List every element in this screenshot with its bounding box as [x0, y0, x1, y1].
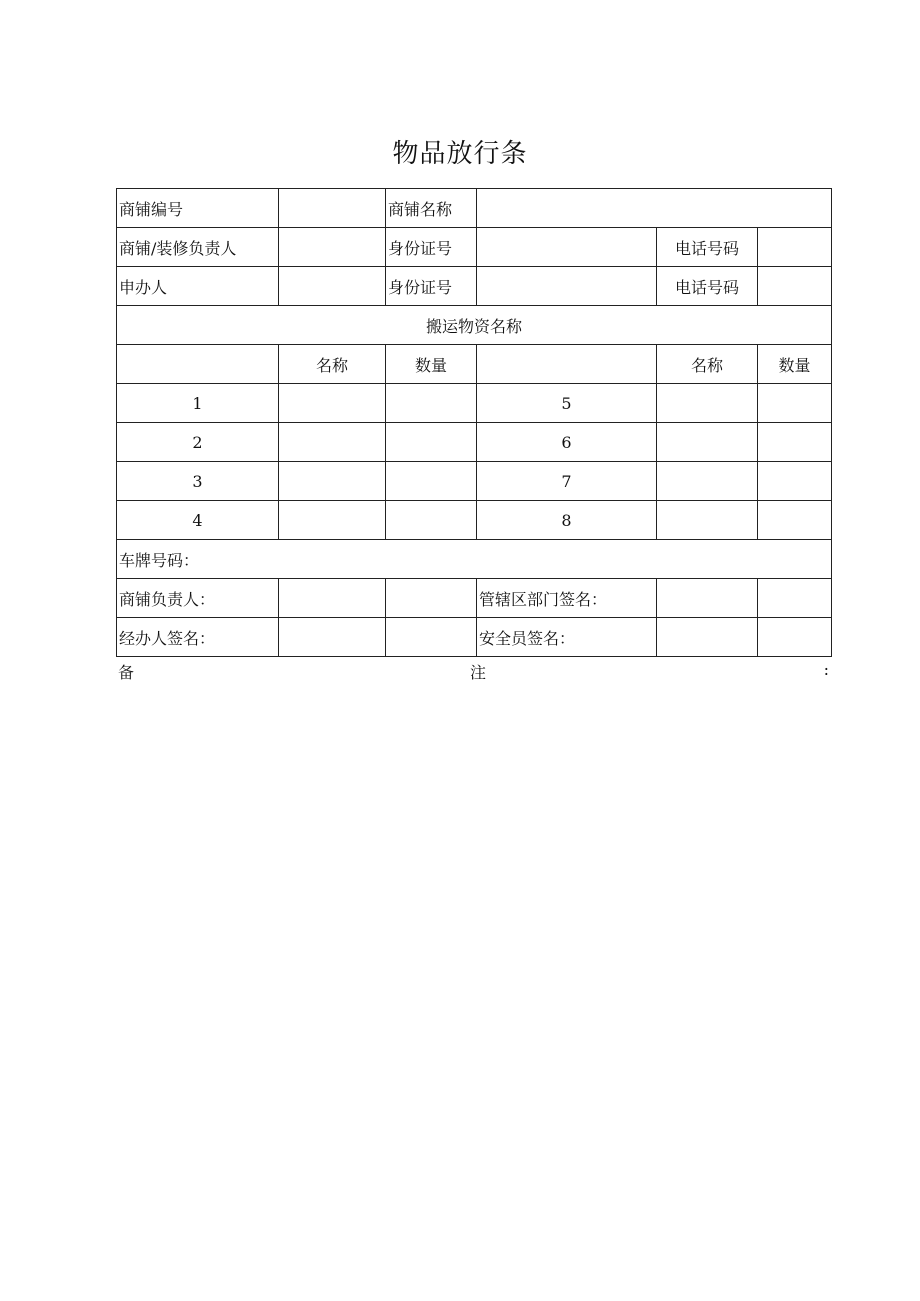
col-name-left: 名称	[279, 345, 386, 384]
applicant-id-label: 身份证号	[386, 267, 477, 306]
manager-id-label: 身份证号	[386, 228, 477, 267]
applicant-row	[117, 267, 832, 306]
goods-row	[117, 501, 832, 540]
item-qty-field[interactable]	[758, 423, 832, 462]
shop-name-field[interactable]	[477, 189, 832, 228]
plate-row	[117, 540, 832, 579]
safety-sign-label: 安全员签名：	[477, 618, 657, 657]
blank-header-cell	[117, 345, 279, 384]
shop-manager-sign-label: 商铺负责人：	[117, 579, 279, 618]
item-number: 7	[477, 462, 657, 501]
applicant-phone-field[interactable]	[758, 267, 832, 306]
manager-id-field[interactable]	[477, 228, 657, 267]
item-number: 5	[477, 384, 657, 423]
manager-field[interactable]	[279, 228, 386, 267]
shop-no-field[interactable]	[279, 189, 386, 228]
safety-sign-field[interactable]	[657, 618, 758, 657]
sign-row-2	[117, 618, 832, 657]
applicant-label: 申办人	[117, 267, 279, 306]
item-qty-field[interactable]	[386, 501, 477, 540]
item-name-field[interactable]	[657, 501, 758, 540]
shop-info-row	[117, 189, 832, 228]
item-number: 3	[117, 462, 279, 501]
item-qty-field[interactable]	[386, 384, 477, 423]
manager-row	[117, 228, 832, 267]
manager-phone-field[interactable]	[758, 228, 832, 267]
applicant-id-field[interactable]	[477, 267, 657, 306]
col-name-right: 名称	[657, 345, 758, 384]
remark-char-1: 备	[118, 663, 135, 682]
item-qty-field[interactable]	[386, 423, 477, 462]
shop-manager-sign-field[interactable]	[279, 579, 386, 618]
item-number: 4	[117, 501, 279, 540]
item-qty-field[interactable]	[758, 384, 832, 423]
item-name-field[interactable]	[279, 462, 386, 501]
col-qty-left: 数量	[386, 345, 477, 384]
goods-header-row	[117, 306, 832, 345]
remark-colon: :	[823, 660, 829, 679]
item-name-field[interactable]	[657, 462, 758, 501]
item-qty-field[interactable]	[386, 462, 477, 501]
goods-row	[117, 384, 832, 423]
item-qty-field[interactable]	[758, 501, 832, 540]
dept-sign-field[interactable]	[657, 579, 758, 618]
sign-row-1	[117, 579, 832, 618]
item-name-field[interactable]	[279, 501, 386, 540]
col-qty-right: 数量	[758, 345, 832, 384]
shop-no-label: 商铺编号	[117, 189, 279, 228]
plate-label[interactable]: 车牌号码：	[117, 540, 832, 579]
page-title: 物品放行条	[392, 139, 528, 169]
item-number: 8	[477, 501, 657, 540]
dept-sign-label: 管辖区部门签名：	[477, 579, 657, 618]
handler-sign-label: 经办人签名：	[117, 618, 279, 657]
remark-line	[116, 660, 831, 680]
handler-sign-field-2[interactable]	[386, 618, 477, 657]
applicant-field[interactable]	[279, 267, 386, 306]
blank-header-cell	[477, 345, 657, 384]
release-form-table	[116, 188, 832, 657]
applicant-phone-label: 电话号码	[657, 267, 758, 306]
safety-sign-field-2[interactable]	[758, 618, 832, 657]
item-name-field[interactable]	[279, 384, 386, 423]
item-number: 1	[117, 384, 279, 423]
goods-header: 搬运物资名称	[117, 306, 832, 345]
item-number: 6	[477, 423, 657, 462]
remark-char-2: 注	[470, 663, 487, 682]
item-qty-field[interactable]	[758, 462, 832, 501]
goods-row	[117, 462, 832, 501]
shop-manager-sign-field-2[interactable]	[386, 579, 477, 618]
manager-label: 商铺/装修负责人	[117, 228, 279, 267]
item-name-field[interactable]	[657, 423, 758, 462]
item-name-field[interactable]	[657, 384, 758, 423]
handler-sign-field[interactable]	[279, 618, 386, 657]
item-name-field[interactable]	[279, 423, 386, 462]
item-number: 2	[117, 423, 279, 462]
goods-column-header-row	[117, 345, 832, 384]
dept-sign-field-2[interactable]	[758, 579, 832, 618]
goods-row	[117, 423, 832, 462]
manager-phone-label: 电话号码	[657, 228, 758, 267]
shop-name-label: 商铺名称	[386, 189, 477, 228]
